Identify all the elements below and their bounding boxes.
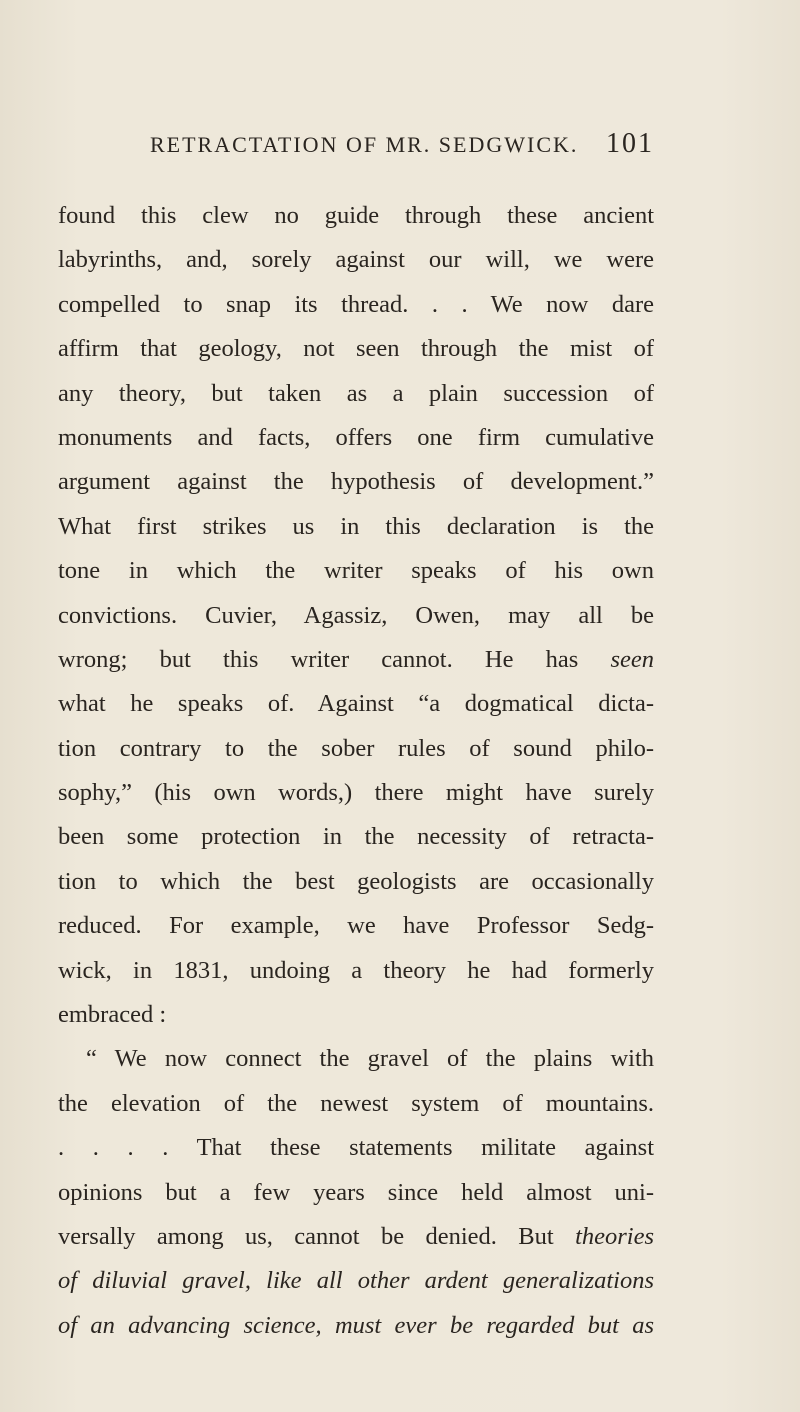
text-line: been some protection in the necessity of retracta-	[58, 823, 654, 851]
text-line: tion to which the best geologists are occasionally	[58, 867, 654, 895]
text-line: tone in which the writer speaks of his own	[58, 557, 654, 585]
running-head	[150, 128, 654, 168]
text-line: compelled to snap its thread. . . We now dare	[58, 290, 654, 318]
text-line: convictions. Cuvier, Agassiz, Owen, may all be	[58, 601, 654, 629]
text-line: sophy,” (his own words,) there might have surely	[58, 779, 654, 807]
page-number: 101	[606, 128, 654, 159]
text-line: “ We now connect the gravel of the plains with	[86, 1045, 654, 1073]
text-line: opinions but a few years since held almost uni-	[58, 1178, 654, 1206]
text-line: embraced :	[58, 1001, 167, 1029]
text-line: of diluvial gravel, like all other ardent generalizations	[58, 1267, 654, 1295]
text-line: reduced. For example, we have Professor Sedg-	[58, 912, 654, 940]
italic-word: seen	[610, 645, 654, 673]
text-segment: versally among us, cannot be denied. But	[58, 1222, 576, 1250]
italic-word: theories	[575, 1222, 654, 1250]
text-line: of an advancing science, must ever be regarded but as	[58, 1311, 654, 1339]
text-line: any theory, but taken as a plain succession of	[58, 379, 654, 407]
text-line: tion contrary to the sober rules of sound philo-	[58, 734, 654, 762]
text-line: . . . . That these statements militate against	[58, 1134, 654, 1162]
body-text	[58, 194, 654, 1348]
running-title: RETRACTATION OF MR. SEDGWICK.	[150, 132, 579, 157]
text-segment: wrong; but this writer cannot. He has	[58, 645, 611, 673]
text-line: monuments and facts, offers one firm cumulative	[58, 423, 654, 451]
text-line: the elevation of the newest system of mountains.	[58, 1089, 654, 1117]
text-line: What first strikes us in this declaration is the	[58, 512, 654, 540]
text-line	[58, 638, 654, 682]
text-line	[58, 1215, 654, 1259]
text-line: labyrinths, and, sorely against our will, we were	[58, 246, 654, 274]
text-line: argument against the hypothesis of development.”	[58, 468, 654, 496]
text-line: what he speaks of. Against “a dogmatical dicta-	[58, 690, 654, 718]
text-line: affirm that geology, not seen through the mist of	[58, 335, 654, 363]
text-line: wick, in 1831, undoing a theory he had formerly	[58, 956, 654, 984]
text-line: found this clew no guide through these ancient	[58, 202, 654, 229]
